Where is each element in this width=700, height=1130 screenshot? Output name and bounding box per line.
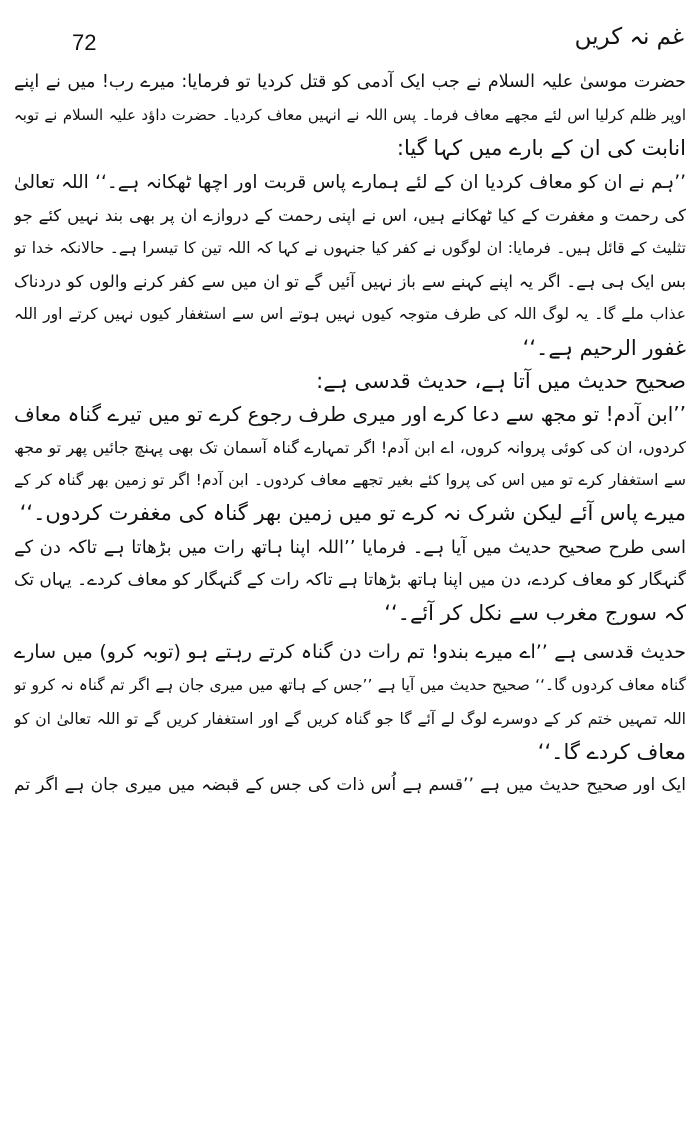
page-body xyxy=(14,66,686,802)
page-number: 72 xyxy=(72,30,97,55)
text-line: ’’ہم نے ان کو معاف کردیا ان کے لئے ہمارے پاس قربت اور اچھا ٹھکانہ ہے۔‘‘ اللہ تعالیٰ xyxy=(14,171,686,193)
text-line: کی رحمت و مغفرت کے کیا ٹھکانے ہیں، اس نے اپنی رحمت کے دروازے ان پر بھی بند نہیں کئے جو xyxy=(14,205,686,225)
text-line: اوپر ظلم کرلیا اس لئے مجھے معاف فرما۔ پس اللہ نے انہیں معاف کردیا۔ حضرت داؤد علیہ السلام نے توبہ xyxy=(14,106,686,125)
text-line: انابت کی ان کے بارے میں کہا گیا: xyxy=(396,136,686,161)
text-line: غفور الرحیم ہے۔‘‘ xyxy=(522,335,686,360)
text-line: ’’ابن آدم! تو مجھ سے دعا کرے اور میری طرف رجوع کرے تو میں تیرے گناہ معاف xyxy=(14,401,686,426)
text-line: میرے پاس آئے لیکن شرک نہ کرے تو میں زمین بھر گناہ کی مغفرت کردوں۔‘‘ xyxy=(19,501,686,526)
text-line: سے استغفار کرے تو میں اس کی پروا کئے بغیر تجھے معاف کردوں۔ ابن آدم! اگر تو زمین بھر گناہ کر کے xyxy=(14,471,686,490)
text-line: تثلیث کے قائل ہیں۔ فرمایا: ان لوگوں نے کفر کیا جنہوں نے کہا کہ اللہ تین کا تیسرا ہے۔ حالانکہ خدا تو xyxy=(14,238,686,257)
text-line: صحیح حدیث میں آتا ہے، حدیث قدسی ہے: xyxy=(316,368,686,393)
text-line: گنہگار کو معاف کردے، دن میں اپنا ہاتھ بڑھاتا ہے تاکہ رات کے گنہگار کو معاف کردے۔ یہاں تک xyxy=(14,569,686,590)
text-line: کردوں، ان کی کوئی پروانہ کروں، اے ابن آدم! اگر تمہارے گناہ آسمان تک بھی پہنچ جائیں پھر تو مجھ xyxy=(14,438,686,458)
text-line: معاف کردے گا۔‘‘ xyxy=(537,739,686,764)
text-line: اسی طرح صحیح حدیث میں آیا ہے۔ فرمایا ’’اللہ اپنا ہاتھ رات میں بڑھاتا ہے تاکہ دن کے xyxy=(14,536,686,558)
text-line: حدیث قدسی ہے ’’اے میرے بندو! تم رات دن گناہ کرتے رہتے ہو (توبہ کرو) میں سارے xyxy=(14,641,686,664)
running-title: غم نہ کریں xyxy=(574,24,684,50)
text-line: اللہ تمہیں ختم کر کے دوسرے لوگ لے آئے گا جو گناہ کریں گے اور استغفار کریں گے تو اللہ تعالیٰ ان کو xyxy=(14,709,686,728)
page-header xyxy=(30,22,684,62)
text-line: گناہ معاف کردوں گا۔‘‘ صحیح حدیث میں آیا ہے ’’جس کے ہاتھ میں میری جان ہے اگر تم گناہ نہ کرو تو xyxy=(14,676,686,695)
text-line: عذاب ملے گا۔ یہ لوگ اللہ کی طرف متوجہ کیوں نہیں ہوتے اس سے استغفار کیوں نہیں کرتے اور اللہ xyxy=(14,305,686,324)
text-line: ایک اور صحیح حدیث میں ہے ’’قسم ہے اُس ذات کی جس کے قبضہ میں میری جان ہے اگر تم xyxy=(14,774,686,795)
text-line: حضرت موسیٰ علیہ السلام نے جب ایک آدمی کو قتل کردیا تو فرمایا: میرے رب! میں نے اپنے xyxy=(14,72,686,92)
text-line: کہ سورج مغرب سے نکل کر آئے۔‘‘ xyxy=(384,601,686,625)
text-line: بس ایک ہی ہے۔ اگر یہ اپنے کہنے سے باز نہیں آئیں گے تو ان میں سے کفر کرنے والوں کو دردناک xyxy=(14,272,686,292)
